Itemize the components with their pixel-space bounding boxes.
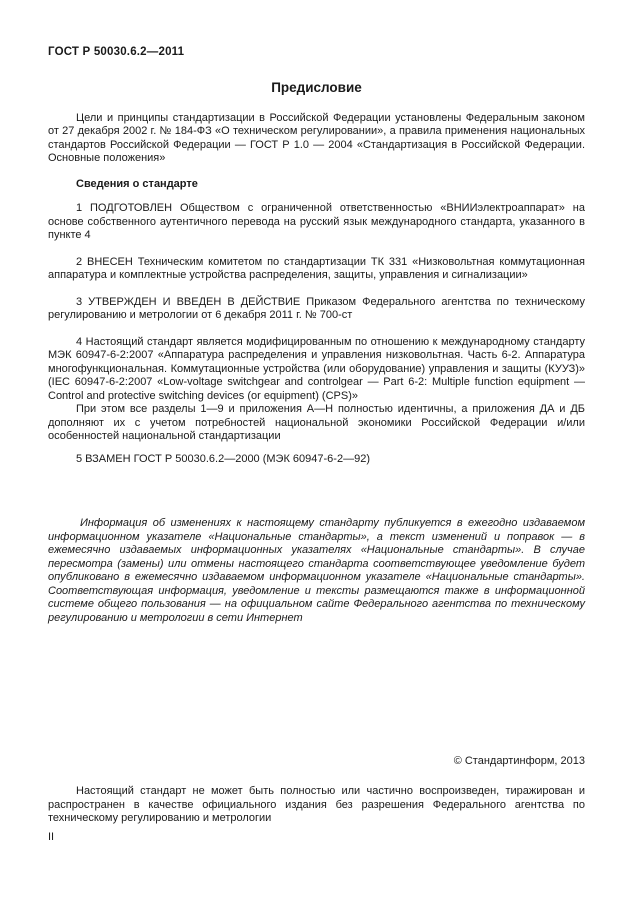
section-heading-standard-info: Сведения о стандарте (76, 177, 198, 190)
page-number: II (48, 831, 55, 843)
page-title: Предисловие (271, 79, 362, 95)
copyright-line: © Стандартинформ, 2013 (453, 755, 585, 767)
amendments-notice: Информация об изменениях к настоящему стандарту публикуется в ежегодно издаваемом информационном указателе «Национальные стандарты», а текст изменений и поправок — в ежемесячно издаваемых информационных указателях «Национальные стандарты». В случае пересмотра (замены) или отмены настоящего стандарта соответствующее уведомление будет опубликовано в ежемесячно издаваемом информационном указателе «Национальные стандарты». Соответствующая информация, уведомление и тексты размещаются также в информационной системе общего пользования — на официальном сайте Федерального агентства по техническому регулированию и метрологии в сети Интернет (48, 517, 585, 624)
reproduction-restriction: Настоящий стандарт не может быть полностью или частично воспроизведен, тиражирован и распространен в качестве официального издания без разрешения Федерального агентства по техническому регулированию и метрологии (48, 785, 585, 824)
info-item-5-replaces: 5 ВЗАМЕН ГОСТ Р 50030.6.2—2000 (МЭК 60947-6-2—92) (76, 452, 370, 465)
info-item-3-approved: 3 УТВЕРЖДЕН И ВВЕДЕН В ДЕЙСТВИЕ Приказом Федерального агентства по техническому регулированию и метрологии от 6 декабря 2011 г. № 700-ст (48, 295, 585, 321)
standard-designation: ГОСТ Р 50030.6.2—2011 (48, 46, 185, 58)
intro-paragraph: Цели и принципы стандартизации в Российской Федерации установлены Федеральным законом от 27 декабря 2002 г. № 184-ФЗ «О техническом регулировании», а правила применения национальных стандартов Российской Федерации — ГОСТ Р 1.0 — 2004 «Стандартизация в Российской Федерации. Основные положения» (48, 111, 585, 164)
info-item-2-submitted: 2 ВНЕСЕН Техническим комитетом по стандартизации ТК 331 «Низковольтная коммутационная аппаратура и комплектные устройства распределения, защиты, управления и сигнализации» (48, 255, 585, 281)
info-item-4-modified-standard: 4 Настоящий стандарт является модифицированным по отношению к международному стандарту МЭК 60947-6-2:2007 «Аппаратура распределения и управления низковольтная. Часть 6-2. Аппаратура многофункциональная. Коммутационные устройства (или оборудование) управления и защиты (КУУЗ)» (IEC 60947-6-2:2007 «Low-voltage switchgear and controlgear — Part 6-2: Multiple function equipment — Control and protective switching devices (or equipment) (CPS)» (48, 335, 585, 402)
info-item-4-continuation: При этом все разделы 1—9 и приложения А—Н полностью идентичны, а приложения ДА и ДБ дополняют их с учетом потребностей национальной экономики Российской Федерации и/или особенностей национальной стандартизации (48, 403, 585, 442)
info-item-1-prepared: 1 ПОДГОТОВЛЕН Обществом с ограниченной ответственностью «ВНИИэлектроаппарат» на основе собственного аутентичного перевода на русский язык международного стандарта, указанного в пункте 4 (48, 202, 585, 241)
